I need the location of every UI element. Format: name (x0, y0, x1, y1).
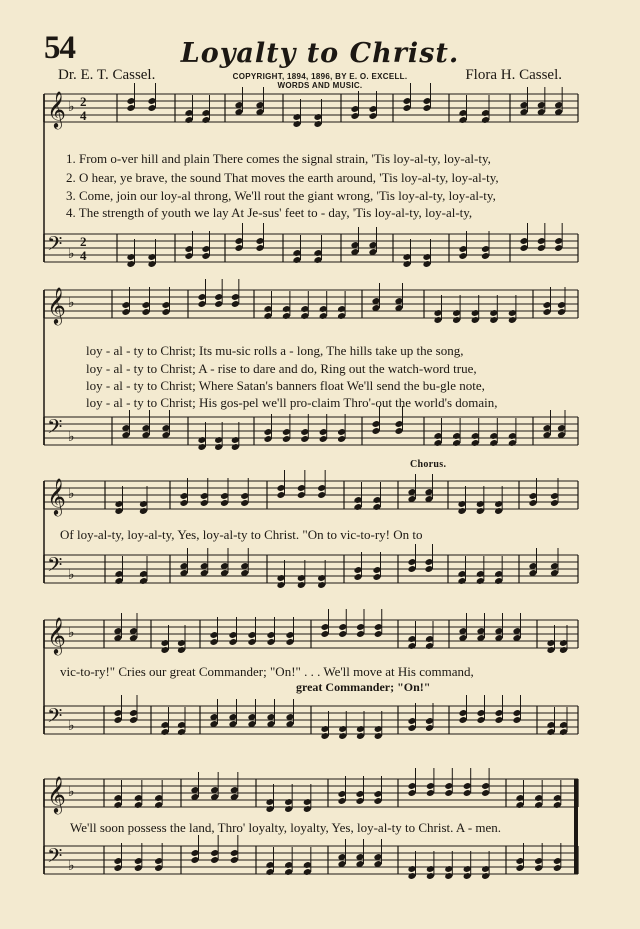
verse-1-line-1: 1. From o-ver hill and plain There comes the signal strain, 'Tis loy-al-ty, loy-al-ty, (66, 151, 491, 166)
treble-clef-icon: 𝄞 (47, 286, 66, 324)
copyright-subline: WORDS AND MUSIC. (277, 81, 363, 90)
flat-key-signature-icon: ♭ (68, 429, 75, 445)
copyright-line: COPYRIGHT, 1894, 1896, BY E. O. EXCELL. (232, 72, 408, 81)
verse-4-line-2: loy - al - ty to Christ; His gos-pel we'll pro-claim Thro'-out the world's domain, (86, 395, 498, 410)
final-bar (574, 779, 578, 874)
bass-clef-icon: 𝄢 (47, 553, 63, 581)
time-signature: 4 (80, 248, 87, 263)
flat-key-signature-icon: ♭ (68, 625, 75, 641)
flat-key-signature-icon: ♭ (68, 718, 75, 734)
bass-clef-icon: 𝄢 (47, 415, 63, 443)
flat-key-signature-icon: ♭ (68, 295, 75, 311)
treble-clef-icon: 𝄞 (47, 775, 66, 813)
chorus-label: Chorus. (410, 459, 447, 470)
hymn-number: 54 (44, 30, 75, 66)
verse-3-line-2: loy - al - ty to Christ; Where Satan's banners float We'll send the bu-gle note, (86, 378, 485, 393)
verse-2-line-2: loy - al - ty to Christ; A - rise to dare and do, Ring out the watch-word true, (86, 361, 477, 376)
chorus-line-1: Of loy-al-ty, loy-al-ty, Yes, loy-al-ty to Christ. "On to vic-to-ry! On to (60, 527, 423, 542)
flat-key-signature-icon: ♭ (68, 99, 75, 115)
chorus-line-3: We'll soon possess the land, Thro' loyalty, loyalty, Yes, loy-al-ty to Christ. A - men. (70, 820, 502, 835)
flat-key-signature-icon: ♭ (68, 858, 75, 874)
composer-credit: Dr. E. T. Cassel. (58, 67, 156, 83)
author-credit: Flora H. Cassel. (465, 67, 562, 83)
verse-1-line-2: loy - al - ty to Christ; Its mu-sic rolls a - long, The hills take up the song, (86, 343, 464, 358)
time-signature: 2 (80, 94, 87, 109)
verse-2-line-1: 2. O hear, ye brave, the sound That moves the earth around, 'Tis loy-al-ty, loy-al-ty, (66, 170, 499, 185)
chorus-line-2-alternate: great Commander; "On!" (296, 680, 431, 694)
hymn-title: Loyalty to Christ. (180, 38, 460, 69)
treble-clef-icon: 𝄞 (47, 90, 66, 128)
flat-key-signature-icon: ♭ (68, 784, 75, 800)
flat-key-signature-icon: ♭ (68, 486, 75, 502)
bass-clef-icon: 𝄢 (47, 232, 63, 260)
treble-clef-icon: 𝄞 (47, 477, 66, 515)
verse-4-line-1: 4. The strength of youth we lay At Je-sus' feet to - day, 'Tis loy-al-ty, loy-al-ty, (66, 205, 473, 220)
time-signature: 2 (80, 234, 87, 249)
bass-clef-icon: 𝄢 (47, 704, 63, 732)
flat-key-signature-icon: ♭ (68, 246, 75, 262)
flat-key-signature-icon: ♭ (68, 567, 75, 583)
time-signature: 4 (80, 108, 87, 123)
treble-clef-icon: 𝄞 (47, 616, 66, 654)
chorus-line-2: vic-to-ry!" Cries our great Commander; "On!" . . . We'll move at His command, (60, 664, 474, 679)
verse-3-line-1: 3. Come, join our loy-al throng, We'll rout the giant wrong, 'Tis loy-al-ty, loy-al-ty, (66, 188, 496, 203)
bass-clef-icon: 𝄢 (47, 844, 63, 872)
